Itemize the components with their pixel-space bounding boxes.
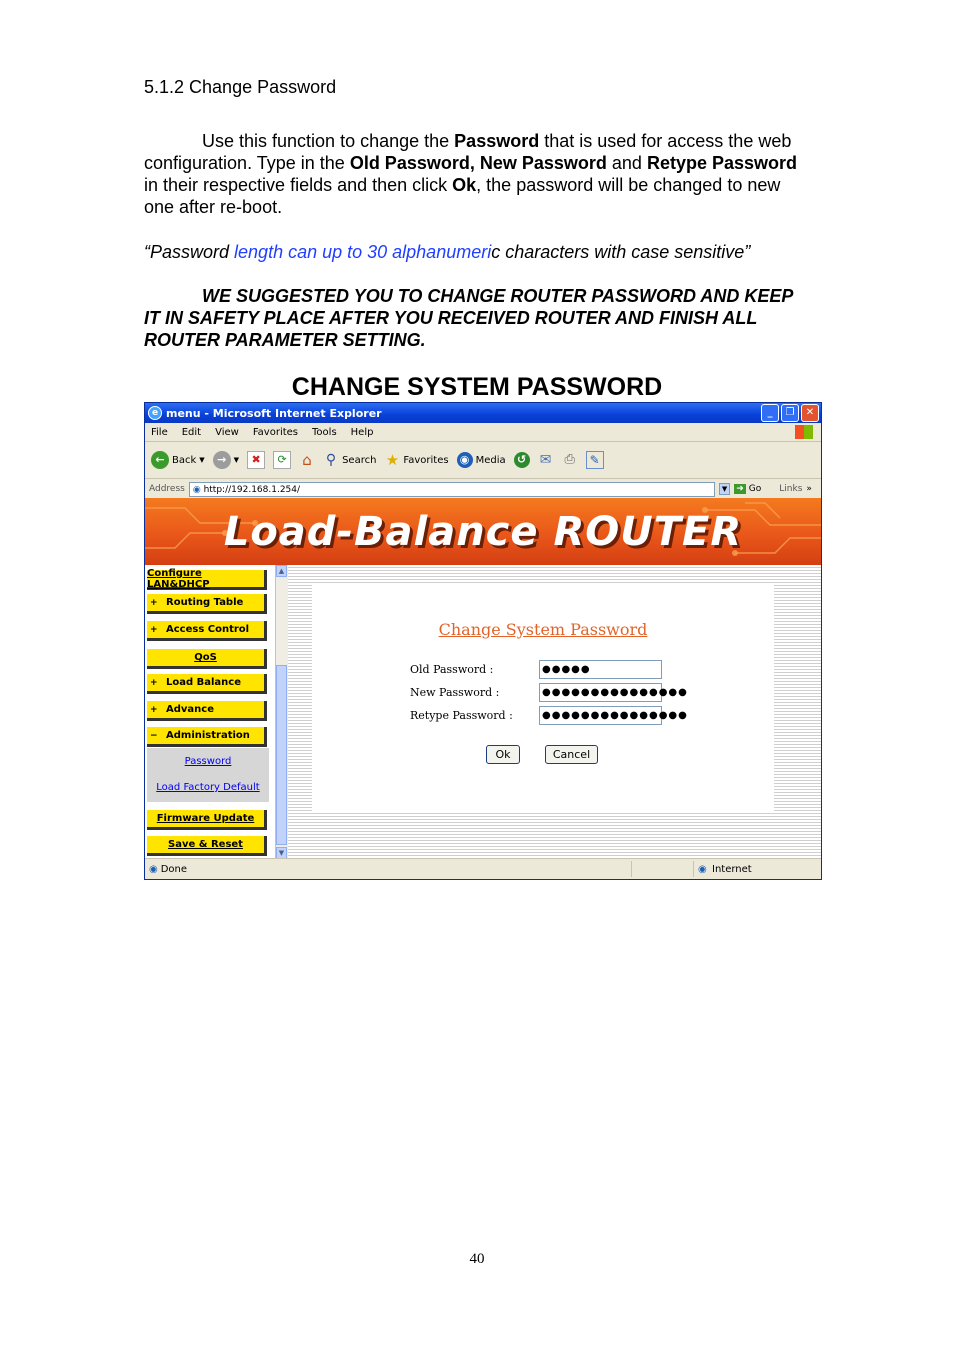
address-dropdown-icon[interactable]: ▼ [719,483,730,495]
go-arrow-icon: ➜ [736,484,744,494]
favorites-button[interactable] [384,452,448,468]
ie-icon: e [148,406,162,420]
router-banner [145,498,821,565]
media-globe-icon: ◉ [457,452,473,468]
ok-button[interactable]: Ok [486,745,520,764]
admin-subnav [147,748,269,802]
expand-icon: + [150,597,158,608]
links-label[interactable]: Links [779,484,803,494]
para-bold: Old Password, New Password [349,153,607,173]
note-text: c characters with case sensitive” [491,242,751,262]
para-bold: Ok [452,175,477,195]
window-controls [761,404,819,422]
nav-label: QoS [194,652,217,663]
media-button[interactable] [457,452,506,468]
intro-paragraph [144,130,804,218]
nav-scrollbar[interactable] [275,565,288,859]
note-highlight: length can up to 30 alphanumeri [234,242,492,262]
nav-label: Configure LAN&DHCP [147,567,210,590]
nav-label: Routing Table [166,597,244,608]
menu-help[interactable]: Help [350,426,374,438]
new-password-field[interactable]: ●●●●●●●●●●●●●●● [539,683,662,702]
menu-edit[interactable]: Edit [181,426,202,438]
warning-body: WE SUGGESTED YOU TO CHANGE ROUTER PASSWORD AND KEEP IT IN SAFETY PLACE AFTER YOU RECEIVED ROUTER AND FINISH ALL ROUTER PARAMETER SETTING. [144,286,793,350]
nav-routing-table[interactable] [147,594,267,614]
para-bold: Retype Password [646,153,798,173]
note-text: “Password [144,242,235,262]
toolbar [145,442,821,479]
password-panel [312,585,774,813]
main-frame [288,565,821,859]
warning-text [144,285,794,351]
scroll-thumb[interactable] [276,665,287,845]
dropdown-icon: ▼ [199,456,205,464]
star-icon: ★ [385,451,400,469]
old-password-label: Old Password : [410,663,494,676]
page-content [145,498,821,859]
retype-password-label: Retype Password : [410,709,513,722]
status-done: Done [160,863,188,875]
nav-advance[interactable] [147,701,267,721]
minimize-icon[interactable]: _ [761,404,779,422]
nav-label: Administration [166,730,250,741]
para-text: , the password will be changed to new one after re-boot. [144,175,781,217]
favorites-label: Favorites [403,454,449,466]
title-bar [145,403,821,423]
search-button[interactable] [323,452,376,468]
go-label: Go [748,484,762,494]
address-value: http://192.168.1.254/ [203,484,301,495]
router-nav [145,565,275,859]
form-title: Change System Password [438,620,648,639]
nav-administration[interactable] [147,727,267,747]
close-icon[interactable]: ✕ [801,404,819,422]
status-zone: Internet [712,863,752,875]
para-text: in their respective fields and then click [144,175,453,195]
nav-firmware-update[interactable] [147,810,267,830]
home-icon[interactable]: ⌂ [302,451,312,469]
address-input[interactable] [189,482,715,497]
para-text: that is used for access the web configuration. Type in the [144,131,792,173]
forward-arrow-icon: → [213,451,231,469]
section-heading: 5.1.2 Change Password [144,77,337,97]
nav-label: Firmware Update [156,813,255,824]
collapse-icon: − [150,730,158,741]
nav-configure-lan[interactable] [147,567,267,590]
forward-button[interactable] [213,451,239,469]
nav-label: Save & Reset [168,839,243,850]
scroll-down-icon[interactable]: ▼ [276,847,287,859]
history-icon[interactable]: ↺ [514,452,530,468]
scroll-up-icon[interactable]: ▲ [276,565,287,577]
retype-password-field[interactable]: ●●●●●●●●●●●●●●● [539,706,662,725]
back-button[interactable] [151,451,205,469]
menu-view[interactable]: View [215,426,239,438]
length-note [144,241,750,263]
expand-icon: + [150,677,158,688]
status-divider [631,861,632,877]
nav-save-reset[interactable] [147,836,267,856]
para-text: and [606,153,647,173]
browser-window [144,402,822,880]
menu-tools[interactable]: Tools [312,426,337,438]
nav-load-balance[interactable] [147,674,267,694]
expand-icon: + [150,624,158,635]
menu-file[interactable]: File [151,426,168,438]
refresh-icon[interactable]: ⟳ [273,451,291,469]
window-title: menu - Microsoft Internet Explorer [166,406,382,420]
done-page-icon: ◉ [149,863,158,875]
address-bar [145,479,821,500]
page-number: 40 [469,1251,485,1267]
menu-favorites[interactable]: Favorites [252,426,299,438]
nav-label: Load Balance [166,677,242,688]
new-password-label: New Password : [410,686,500,699]
old-password-field[interactable]: ●●●●● [539,660,662,679]
print-icon[interactable]: ⎙ [564,452,575,467]
nav-load-factory-default-link[interactable]: Load Factory Default [156,782,260,793]
nav-password-link[interactable]: Password [184,756,232,767]
restore-icon[interactable]: ❐ [781,404,799,422]
media-label: Media [475,454,506,466]
back-label: Back [172,454,197,466]
para-bold: Password [454,131,540,151]
figure-title: CHANGE SYSTEM PASSWORD [291,373,663,401]
nav-label: Access Control [166,624,250,635]
menu-bar [145,423,821,442]
status-bar [145,858,821,879]
internet-globe-icon: ◉ [698,863,707,875]
search-label: Search [342,454,377,466]
back-arrow-icon: ← [151,451,169,469]
search-icon: ⚲ [325,452,337,468]
edit-icon[interactable]: ✎ [586,451,604,469]
nav-label: Advance [166,704,214,715]
address-label: Address [149,484,185,494]
nav-qos[interactable] [147,649,267,669]
dropdown-icon: ▼ [233,456,240,464]
cancel-button[interactable]: Cancel [545,745,598,764]
nav-access-control[interactable] [147,621,267,641]
expand-icon: + [150,704,158,715]
stop-icon[interactable]: ✖ [247,451,265,469]
go-button[interactable] [734,484,761,494]
page-icon: ◉ [192,484,201,495]
router-frames [145,565,821,859]
para-text: Use this function to change the [202,131,455,151]
chevron-icon[interactable]: » [806,484,812,494]
router-banner-title: Load-Balance ROUTER [223,508,743,555]
windows-flag-icon [795,425,813,439]
mail-icon[interactable]: ✉ [539,452,552,468]
status-divider [693,861,694,877]
